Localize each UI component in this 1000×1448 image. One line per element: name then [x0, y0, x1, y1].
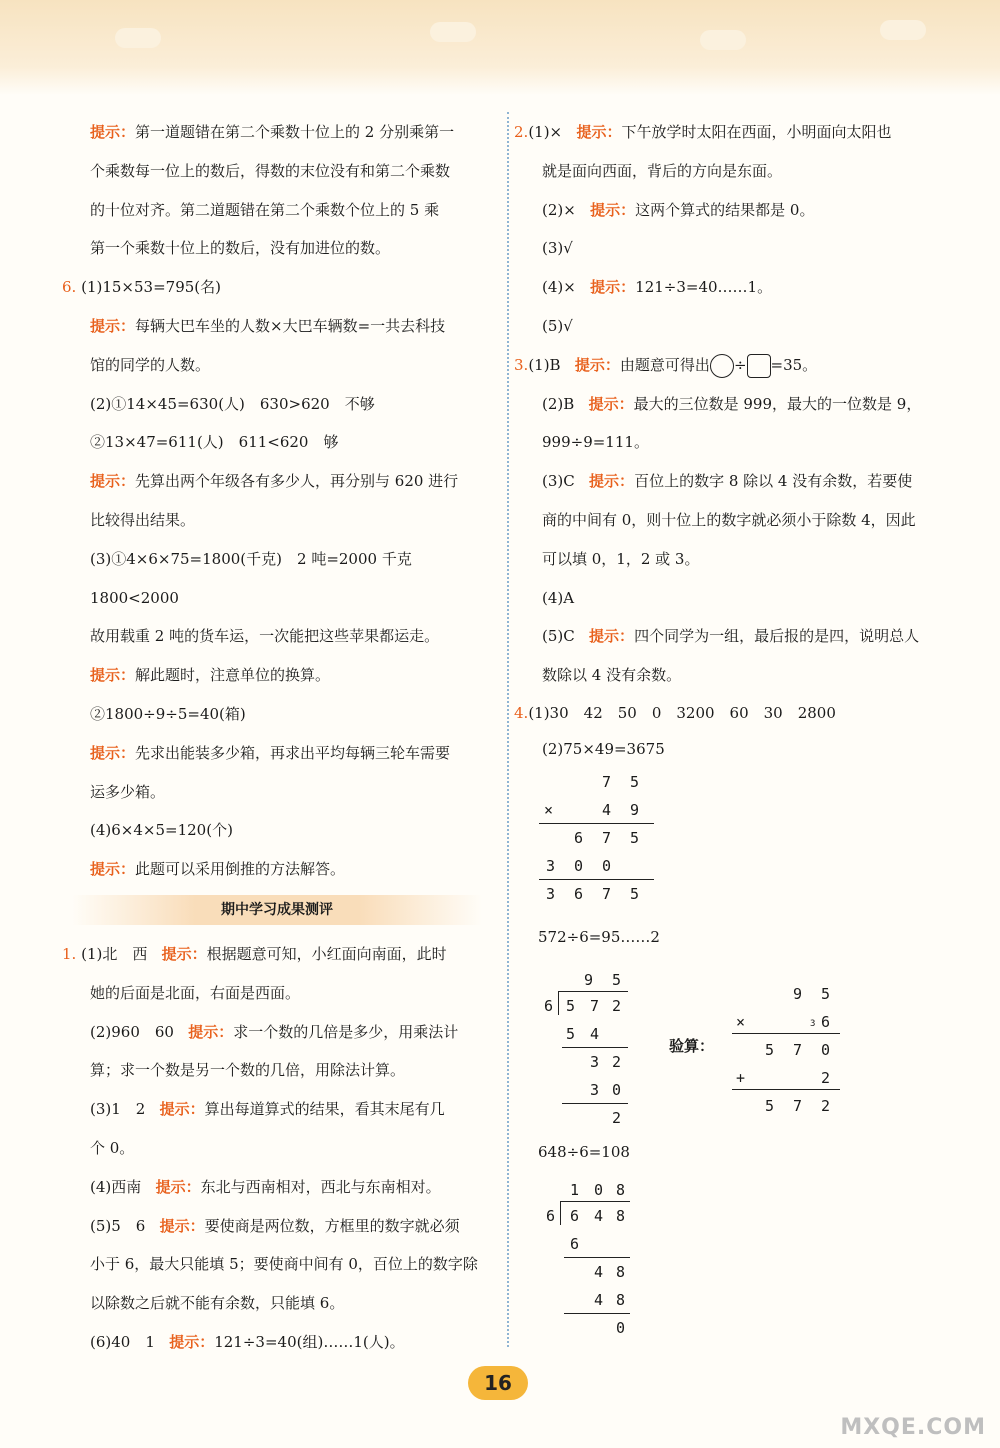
digit: 0 — [821, 1040, 831, 1059]
answer-text: (3)1 2 — [90, 1100, 146, 1119]
page-number: 16 — [468, 1366, 528, 1400]
digit: 4 — [590, 1024, 600, 1043]
text-line: 999÷9=111。 — [542, 433, 649, 452]
digit: 7 — [590, 996, 600, 1015]
hint-label: 提示： — [589, 472, 635, 491]
square-shape — [747, 354, 771, 378]
hint — [62, 850, 502, 889]
answer: 故用载重 2 吨的货车运，一次能把这些苹果都运走。 — [90, 627, 440, 646]
digit: 5 — [630, 884, 640, 903]
digit: 3 — [546, 856, 556, 875]
answer-text: (2)960 60 — [90, 1022, 174, 1041]
text-line: 馆的同学的人数。 — [90, 355, 211, 374]
text: =35。 — [770, 355, 818, 374]
right-column — [514, 113, 954, 1347]
division-bracket — [560, 1201, 561, 1225]
answer: (2)75×49=3675 — [542, 739, 665, 758]
answer — [514, 617, 954, 656]
question-1 — [62, 935, 502, 974]
divisor: 6 — [544, 996, 554, 1015]
answer: (3)①4×6×75=1800(千克) 2 吨=2000 千克 — [90, 549, 412, 568]
answer-text: (2)× — [542, 200, 576, 219]
answer — [62, 1013, 502, 1052]
answer-text: (2)B — [542, 394, 575, 413]
question-number: 2. — [514, 123, 529, 141]
hint-label: 提示： — [590, 200, 636, 219]
text-line: 她的后面是北面，右面是西面。 — [90, 983, 301, 1002]
answer — [514, 191, 954, 230]
carry-digit: 3 — [810, 1018, 816, 1029]
digit: 8 — [616, 1262, 626, 1281]
hint — [62, 656, 502, 695]
hint-label: 提示： — [576, 123, 622, 141]
text-line: 的十位对齐。第二道题错在第二个乘数个位上的 5 乘 — [90, 200, 440, 219]
cloud-decoration — [700, 30, 746, 50]
column-separator — [507, 112, 509, 1347]
multiply-sign: × — [544, 800, 554, 819]
text-line: 运多少箱。 — [90, 782, 166, 801]
hint-label: 提示： — [588, 394, 634, 413]
digit: 5 — [630, 828, 640, 847]
digit: 4 — [602, 800, 612, 819]
text-line: 个乘数每一位上的数后，得数的末位没有和第二个乘数 — [90, 161, 451, 180]
vertical-division — [514, 1167, 954, 1347]
hint — [62, 307, 502, 346]
digit: 3 — [546, 884, 556, 903]
verify-label: 验算： — [669, 1036, 715, 1055]
hint-label: 提示： — [90, 860, 136, 879]
hint-label: 提示： — [169, 1332, 215, 1351]
rule-line — [564, 1313, 630, 1314]
digit: 7 — [793, 1040, 803, 1059]
text: 先算出两个年级各有多少人，再分别与 620 进行 — [135, 472, 459, 491]
digit: 4 — [594, 1290, 604, 1309]
left-column — [62, 113, 502, 1362]
answer: 1800<2000 — [90, 588, 179, 607]
digit: 5 — [612, 970, 622, 989]
digit: 2 — [612, 996, 622, 1015]
rule-line — [564, 1257, 630, 1258]
digit: 5 — [821, 984, 831, 1003]
answer — [514, 268, 954, 307]
division-bracket — [558, 991, 559, 1015]
cloud-decoration — [880, 20, 926, 40]
question-number: 4. — [514, 703, 529, 722]
answer-text: (6)40 1 — [90, 1332, 155, 1351]
plus-sign: + — [736, 1068, 746, 1087]
rule-line — [539, 879, 654, 880]
text: 每辆大巴车坐的人数×大巴车辆数=一共去科技 — [135, 316, 446, 335]
hint-label: 提示： — [159, 1216, 205, 1235]
hint-label: 提示： — [589, 627, 635, 646]
text: 下午放学时太阳在西面，小明面向太阳也 — [621, 123, 892, 141]
text: 最大的三位数是 999，最大的一位数是 9， — [633, 394, 922, 413]
digit: 7 — [602, 828, 612, 847]
answer — [62, 1168, 502, 1207]
digit: 6 — [570, 1206, 580, 1225]
hint-label: 提示： — [188, 1022, 234, 1041]
text-line: 就是面向西面，背后的方向是东面。 — [542, 161, 783, 180]
digit: 1 — [570, 1180, 580, 1199]
digit: 2 — [821, 1096, 831, 1115]
hint-label: 提示： — [90, 316, 136, 335]
rule-line — [562, 1047, 628, 1048]
question-number: 1. — [62, 944, 77, 963]
text: 算出每道算式的结果，看其末尾有几 — [204, 1100, 445, 1119]
text-line: 个 0。 — [90, 1138, 135, 1157]
question-2 — [514, 113, 954, 152]
answer: (1)× — [528, 123, 563, 141]
cloud-decoration — [115, 28, 161, 48]
answer: (1)北 西 — [81, 944, 148, 963]
digit: 3 — [590, 1052, 600, 1071]
digit: 0 — [616, 1318, 626, 1337]
digit: 9 — [793, 984, 803, 1003]
digit: 4 — [594, 1262, 604, 1281]
rule-line — [732, 1089, 840, 1090]
digit: 8 — [616, 1180, 626, 1199]
question-3 — [514, 346, 954, 385]
answer: ②13×47=611(人) 611<620 够 — [90, 433, 339, 452]
answer — [62, 1323, 502, 1362]
text-line: 小于 6，最大只能填 5；要使商中间有 0，百位上的数字除 — [90, 1255, 478, 1274]
text-line: 数除以 4 没有余数。 — [542, 666, 682, 685]
multiply-sign: × — [736, 1012, 746, 1031]
digit: 5 — [566, 996, 576, 1015]
hint-label: 提示： — [90, 743, 136, 762]
text: 第一道题错在第二个乘数十位上的 2 分别乘第一 — [135, 123, 455, 141]
header-banner — [0, 0, 1000, 95]
digit: 0 — [602, 856, 612, 875]
rule-line — [539, 823, 654, 824]
text-line: 可以填 0，1，2 或 3。 — [542, 549, 700, 568]
answer — [514, 385, 954, 424]
section-title: 期中学习成果测评 — [72, 895, 482, 925]
digit: 6 — [570, 1234, 580, 1253]
text: 121÷3=40(组)……1(人)。 — [214, 1332, 405, 1351]
answer: ②1800÷9÷5=40(箱) — [90, 704, 246, 723]
equation: 648÷6=108 — [538, 1142, 630, 1161]
digit: 5 — [765, 1096, 775, 1115]
answer: (4)A — [542, 588, 575, 607]
text: 求一个数的几倍是多少，用乘法计 — [233, 1022, 459, 1041]
digit: 2 — [821, 1068, 831, 1087]
cloud-decoration — [430, 22, 476, 42]
digit: 7 — [602, 884, 612, 903]
digit: 0 — [574, 856, 584, 875]
text: 121÷3=40……1。 — [635, 278, 773, 297]
answer — [62, 1090, 502, 1129]
digit: 6 — [574, 884, 584, 903]
watermark: MXQE.COM — [840, 1415, 986, 1440]
answer: (1)30 42 50 0 3200 60 30 2800 — [528, 703, 836, 722]
digit: 6 — [821, 1012, 831, 1031]
hint-label: 提示： — [159, 1100, 205, 1119]
hint — [62, 734, 502, 773]
digit: 4 — [594, 1206, 604, 1225]
text-line — [62, 113, 502, 152]
digit: 8 — [616, 1290, 626, 1309]
answer-text: (4)西南 — [90, 1177, 142, 1196]
rule-line — [560, 1201, 630, 1202]
digit: 8 — [616, 1206, 626, 1225]
hint-label: 提示： — [90, 472, 136, 491]
hint-label: 提示： — [590, 278, 636, 297]
vertical-division — [514, 947, 954, 1137]
question-number: 3. — [514, 355, 529, 374]
hint — [62, 462, 502, 501]
text-line: 比较得出结果。 — [90, 510, 196, 529]
text: 根据题意可知，小红面向南面，此时 — [206, 944, 447, 963]
answer-text: (5)C — [542, 627, 575, 646]
question-number: 6. — [62, 278, 77, 297]
hint-label: 提示： — [574, 355, 620, 374]
text: 百位上的数字 8 除以 4 没有余数，若要使 — [634, 472, 913, 491]
text: 先求出能装多少箱，再求出平均每辆三轮车需要 — [135, 743, 451, 762]
circle-shape — [710, 354, 734, 378]
answer-text: (5)5 6 — [90, 1216, 146, 1235]
digit: 5 — [765, 1040, 775, 1059]
text-line: 算；求一个数是另一个数的几倍，用除法计算。 — [90, 1061, 406, 1080]
text: 这两个算式的结果都是 0。 — [635, 200, 815, 219]
answer-text: (3)C — [542, 472, 575, 491]
answer-text: (4)× — [542, 278, 576, 297]
digit: 2 — [612, 1052, 622, 1071]
digit: 9 — [630, 800, 640, 819]
digit: 0 — [594, 1180, 604, 1199]
digit: 7 — [793, 1096, 803, 1115]
text: 解此题时，注意单位的换算。 — [135, 666, 331, 685]
answer: (3)√ — [542, 239, 573, 258]
vertical-multiplication — [514, 767, 954, 907]
answer: (4)6×4×5=120(个) — [90, 821, 233, 840]
question-4 — [514, 695, 954, 731]
text: 此题可以采用倒推的方法解答。 — [135, 860, 346, 879]
digit: 6 — [574, 828, 584, 847]
answer — [62, 1207, 502, 1246]
rule-line — [732, 1033, 840, 1034]
answer — [514, 462, 954, 501]
rule-line — [562, 1103, 628, 1104]
digit: 9 — [584, 970, 594, 989]
digit: 5 — [566, 1024, 576, 1043]
question-6 — [62, 268, 502, 307]
rule-line — [558, 991, 628, 992]
hint-label: 提示： — [161, 944, 207, 963]
divide-sign: ÷ — [733, 355, 747, 374]
text-line: 第一个乘数十位上的数后，没有加进位的数。 — [90, 239, 391, 258]
hint-label: 提示： — [90, 123, 136, 141]
text: 四个同学为一组，最后报的是四，说明总人 — [634, 627, 920, 646]
digit: 5 — [630, 772, 640, 791]
divisor: 6 — [546, 1206, 556, 1225]
text-line: 以除数之后就不能有余数，只能填 6。 — [90, 1294, 345, 1313]
digit: 0 — [612, 1080, 622, 1099]
hint-label: 提示： — [90, 666, 136, 685]
answer: (1)B — [528, 355, 561, 374]
equation: 572÷6=95……2 — [538, 927, 660, 946]
hint-label: 提示： — [155, 1177, 201, 1196]
answer: (1)15×53=795(名) — [81, 278, 221, 297]
answer: (5)√ — [542, 316, 573, 335]
digit: 3 — [590, 1080, 600, 1099]
digit: 7 — [602, 772, 612, 791]
digit: 2 — [612, 1108, 622, 1127]
text: 要使商是两位数，方框里的数字就必须 — [204, 1216, 460, 1235]
text: 由题意可得出 — [619, 355, 710, 374]
answer: (2)①14×45=630(人) 630>620 不够 — [90, 394, 375, 413]
text-line: 商的中间有 0，则十位上的数字就必须小于除数 4，因此 — [542, 510, 916, 529]
text: 东北与西南相对，西北与东南相对。 — [200, 1177, 441, 1196]
